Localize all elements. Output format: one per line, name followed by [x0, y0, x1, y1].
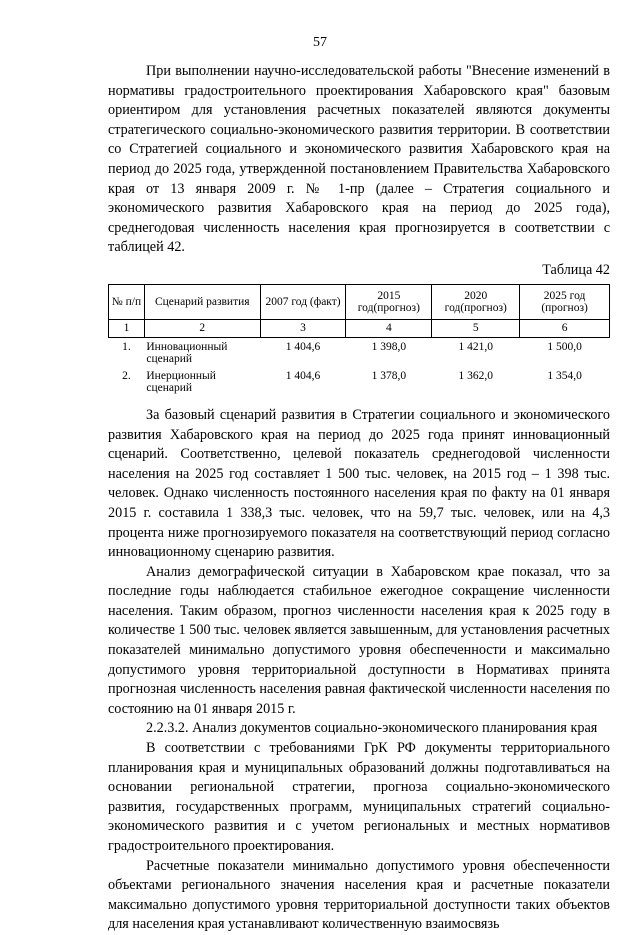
paragraph-base-scenario: За базовый сценарий развития в Стратегии социального и экономического развития Хабаровского края на период до 2025 года принят инновационный сценарий. Соответственно, целевой показатель среднегодовой численности населения на 2025 год составляет 1 500 тыс. человек, на 2015 год – 1 398 тыс. человек. Однако численность постоянного населения края по факту на 01 января 2015 г. составила 1 338,3 тыс. человек, что на 59,7 тыс. человек, или на 4,3 процента ниже прогнозируемого показателя на соответствующий период согласно инновационному сценарию развития.	[108, 406, 610, 561]
scenario-name: Инерционный сценарий	[146, 369, 216, 394]
paragraph-calculated-indicators: Расчетные показатели минимально допустимого уровня обеспеченности объектами регионального значения населения края и расчетные показатели максимально допустимого уровня территориальной доступности таких объектов для населения края устанавливают количественную взаимосвязь	[108, 857, 610, 933]
population-table	[108, 284, 610, 396]
paragraph-demographic-analysis: Анализ демографической ситуации в Хабаровском крае показал, что за последние годы наблюдается стабильное ежегодное сокращение численности населения. Таким образом, прогноз численности населения края к 2025 году в количестве 1 500 тыс. человек является завышенным, для установления расчетных показателей минимально допустимого уровня обеспеченности и максимально допустимого уровня территориальной доступности в Нормативах принята прогнозная численность населения равная фактической численности населения по состоянию на 01 января 2015 г.	[108, 563, 610, 717]
index-cell: 5	[432, 319, 520, 337]
table-index-row	[109, 319, 610, 337]
section-heading: 2.2.3.2. Анализ документов социально-экономического планирования края	[146, 720, 598, 737]
paragraph-intro: При выполнении научно-исследовательской работы "Внесение изменений в нормативы градостроительного проектирования Хабаровского края" базовым ориентиром для установления расчетных показателей являются документы стратегического социально-экономического развития территории. В соответствии со Стратегией социального и экономического развития Хабаровского края на период до 2025 года, утвержденной постановлением Правительства Хабаровского края от 13 января 2009 г. № 1-пр (далее – Стратегия социального и экономического развития Хабаровского края на период до 2025 года), среднегодовая численность населения края прогнозируется в соответствии с таблицей 42.	[108, 63, 610, 256]
header-2020: 2020 год(прогноз)	[432, 284, 520, 319]
value-cell: 1 404,6	[285, 369, 321, 382]
header-2015: 2015 год(прогноз)	[346, 284, 432, 319]
paragraph-grk-requirements: В соответствии с требованиями ГрК РФ документы территориального планирования края и муниципальных образований должны подготавливаться на основании региональной стратегии, прогноза социально-экономического развития, государственных программ, муниципальных стратегий социально-экономического развития и с учетом региональных и местных нормативов градостроительного проектирования.	[108, 740, 610, 854]
header-scenario: Сценарий развития	[144, 284, 260, 319]
index-cell: 2	[144, 319, 260, 337]
header-number: № п/п	[109, 284, 145, 319]
value-cell: 1 421,0	[458, 340, 493, 353]
header-2025: 2025 год (прогноз)	[520, 284, 610, 319]
document-body	[108, 62, 610, 935]
index-cell: 1	[109, 319, 145, 337]
value-cell: 1 500,0	[547, 340, 582, 353]
page-number: 57	[313, 35, 327, 50]
table-row	[109, 337, 610, 367]
value-cell: 1 362,0	[458, 369, 493, 382]
index-cell: 6	[520, 319, 610, 337]
scenario-name: Инновационный сценарий	[146, 340, 228, 365]
value-cell: 1 354,0	[547, 369, 582, 382]
table-label: Таблица 42	[542, 261, 610, 278]
header-2007: 2007 год (факт)	[260, 284, 346, 319]
table-row	[109, 367, 610, 396]
value-cell: 1 378,0	[371, 369, 407, 382]
value-cell: 1 398,0	[371, 340, 407, 353]
row-number: 2.	[122, 369, 131, 382]
table-header-row	[109, 284, 610, 319]
row-number: 1.	[122, 340, 131, 353]
index-cell: 3	[260, 319, 346, 337]
index-cell: 4	[346, 319, 432, 337]
value-cell: 1 404,6	[285, 340, 321, 353]
